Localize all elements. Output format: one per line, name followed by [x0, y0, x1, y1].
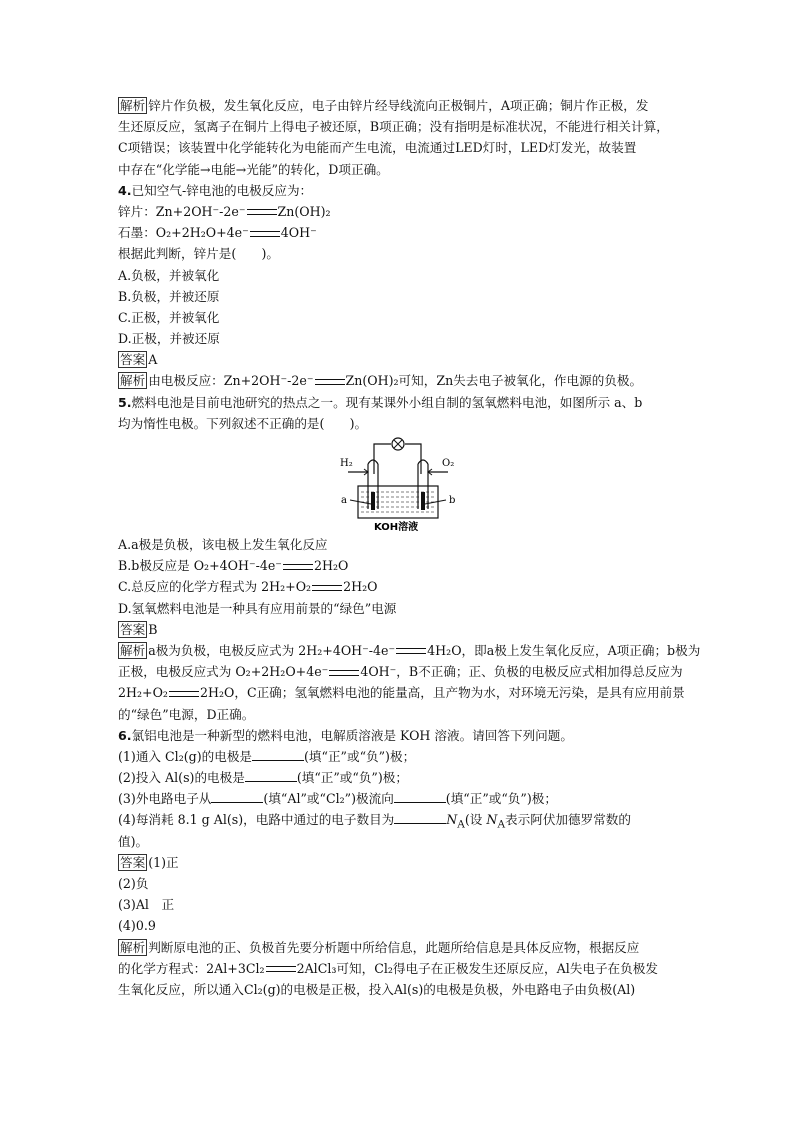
electrode-b-label: b: [449, 495, 456, 506]
analysis-tag: 解析: [120, 642, 146, 658]
q6-analysis-1: 解析 判断原电池的正、负极首先要分析题中所给信息，此题所给信息是具体反应物，根据反应: [120, 939, 640, 955]
o2-label: O₂: [442, 458, 455, 469]
q6-subquestion-4-cont: 值)。: [118, 833, 149, 849]
analysis-tag: 解析: [120, 939, 146, 955]
q5-option-c: C.总反应的化学方程式为 2H₂+O₂ 2H₂O: [118, 579, 378, 595]
q4-analysis: 解析 由电极反应：Zn+2OH⁻-2e⁻ Zn(OH)₂可知，Zn失去电子被氧化，作电源的负极。: [120, 373, 643, 389]
q4-question: 根据此判断，锌片是( )。: [118, 246, 279, 262]
equals-sign: [169, 691, 199, 697]
analysis-tag: 解析: [120, 373, 146, 389]
q5-option-b: B.b极反应是 O₂+4OH⁻-4e⁻ 2H₂O: [118, 558, 349, 574]
q6-subquestion-4: (4)每消耗 8.1 g Al(s)，电路中通过的电子数目为 $N_A$(设 $N_A$表示阿伏加德罗常数的: [118, 812, 631, 831]
answer-tag: 答案: [120, 352, 146, 368]
q4-stem: 4.已知空气-锌电池的电极反应为：: [118, 182, 313, 198]
q5-analysis-3: 2H₂+O₂ 2H₂O，C正确；氢氧燃料电池的能量高，且产物为水，对环境无污染，是具有应用前景: [118, 685, 685, 701]
intro-line-1: 解析 锌片作负极，发生氧化反应，电子由锌片经导线流向正极铜片，A项正确；铜片作正极，发: [120, 98, 649, 113]
q4-number: 4.: [118, 182, 132, 198]
equals-sign: [283, 564, 313, 570]
answer-blank[interactable]: [394, 790, 446, 803]
q5-number: 5.: [118, 394, 132, 410]
q4-option-c: C.正极，并被氧化: [118, 309, 220, 325]
intro-line-3: C项错误；该装置中化学能转化为电能而产生电流，电流通过LED灯时，LED灯发光，故装置: [118, 140, 637, 156]
answer-blank[interactable]: [394, 811, 446, 824]
electrode-a-label: a: [341, 495, 347, 506]
equals-sign: [247, 209, 277, 215]
q6-analysis-3: 生氧化反应，所以通入Cl₂(g)的电极是正极，投入Al(s)的电极是负极，外电路电子由负极(Al): [118, 981, 636, 997]
intro-line-4: 中存在“化学能→电能→光能”的转化，D项正确。: [118, 161, 389, 177]
q5-stem-1: 5.燃料电池是目前电池研究的热点之一。现有某课外小组自制的氢氧燃料电池，如图所示 a、b: [118, 394, 643, 410]
q5-option-a: A.a极是负极，该电极上发生氧化反应: [118, 537, 328, 552]
q4-zinc-reaction: 锌片：Zn+2OH⁻-2e⁻ Zn(OH)₂: [118, 203, 331, 219]
document-page: [118, 95, 701, 1000]
fuel-cell-figure: [118, 434, 678, 534]
equals-sign: [312, 585, 342, 591]
equals-sign: [315, 379, 345, 385]
analysis-tag: 解析: [120, 98, 146, 113]
answer-tag: 答案: [120, 854, 146, 870]
equals-sign: [329, 670, 359, 676]
q6-answer-4: (4)0.9: [118, 918, 156, 934]
equals-sign: [250, 231, 280, 237]
q5-analysis-1: 解析 a极为负极，电极反应式为 2H₂+4OH⁻-4e⁻ 4H₂O，即a极上发生氧化反应，A项正确；b极为: [120, 642, 701, 658]
q4-option-a: A.负极，并被氧化: [118, 267, 220, 283]
q6-number: 6.: [118, 727, 132, 743]
fuel-cell-diagram: [328, 434, 468, 534]
answer-blank[interactable]: [245, 769, 297, 782]
q6-answer-1: 答案 (1)正: [120, 854, 179, 870]
equals-sign: [266, 966, 296, 972]
answer-blank[interactable]: [211, 790, 263, 803]
q5-option-d: D.氢氧燃料电池是一种具有应用前景的“绿色”电源: [118, 600, 397, 616]
q6-answer-3: (3)Al 正: [118, 897, 175, 913]
q6-analysis-2: 的化学方程式：2Al+3Cl₂ 2AlCl₃可知，Cl₂得电子在正极发生还原反应，Al失电子在负极发: [118, 960, 658, 976]
q6-subquestion-2: (2)投入 Al(s)的电极是 (填“正”或“负”)极；: [118, 770, 408, 786]
q4-graphite-reaction: 石墨：O₂+2H₂O+4e⁻ 4OH⁻: [118, 225, 317, 241]
q5-stem-2: 均为惰性电极。下列叙述不正确的是( )。: [118, 415, 368, 431]
h2-label: H₂: [340, 458, 353, 469]
intro-line-2: 生还原反应，氢离子在铜片上得电子被还原，B项正确；没有指明是标准状况，不能进行相关计算，: [118, 119, 669, 135]
q6-answer-2: (2)负: [118, 876, 149, 891]
q6-subquestion-1: (1)通入 Cl₂(g)的电极是 (填“正”或“负”)极；: [118, 748, 416, 764]
q6-stem: 6.氯铝电池是一种新型的燃料电池，电解质溶液是 KOH 溶液。请回答下列问题。: [118, 727, 573, 743]
equals-sign: [396, 648, 426, 654]
q5-answer: 答案 B: [120, 621, 158, 637]
q4-answer: 答案 A: [120, 352, 158, 368]
q5-analysis-4: 的“绿色”电源，D正确。: [118, 706, 255, 722]
answer-tag: 答案: [120, 621, 146, 637]
q5-analysis-2: 正极，电极反应式为 O₂+2H₂O+4e⁻ 4OH⁻，B不正确；正、负极的电极反应式相加得总反应为: [118, 664, 683, 680]
q6-subquestion-3: (3)外电路电子从 (填“Al”或“Cl₂”)极流向 (填“正”或“负”)极；: [118, 791, 557, 807]
koh-caption: KOH溶液: [374, 522, 419, 533]
answer-blank[interactable]: [252, 748, 304, 761]
q4-option-b: B.负极，并被还原: [118, 288, 220, 304]
q4-option-d: D.正极，并被还原: [118, 331, 220, 347]
